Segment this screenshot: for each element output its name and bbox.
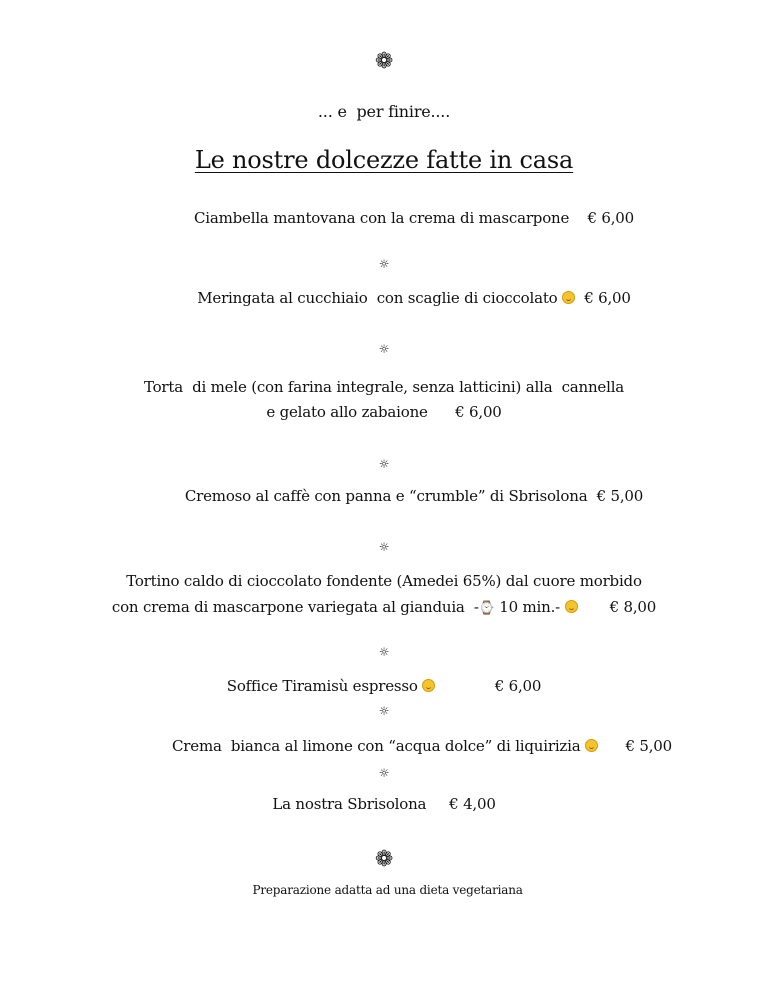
item-price: € 6,00: [494, 677, 542, 695]
flower-ornament-icon: ❁: [374, 49, 394, 74]
menu-item-tiramisu: [0, 676, 768, 697]
menu-item-ciambella: [30, 208, 768, 229]
menu-item-meringata: [30, 288, 768, 309]
sun-separator-icon: ☼: [378, 342, 390, 356]
item-text: Soffice Tiramisù espresso: [226, 677, 423, 695]
intro-text: ... e per finire....: [317, 102, 451, 121]
flower-ornament-icon: ❁: [374, 847, 394, 872]
item-price: € 6,00: [455, 403, 502, 421]
menu-item-sbrisolona: [0, 794, 768, 814]
item-text: La nostra Sbrisolona: [272, 795, 427, 813]
item-text: Meringata al cucchiaio con scaglie di cioccolato: [197, 289, 563, 307]
sun-separator-icon: ☼: [378, 257, 390, 271]
menu-item-tortino-line2: [0, 597, 768, 619]
item-price: € 5,00: [625, 737, 672, 755]
item-price: € 4,00: [449, 795, 496, 813]
prep-time: 10 min.-: [494, 598, 565, 616]
smiley-icon: [562, 291, 575, 304]
item-text: Cremoso al caffè con panna e “crumble” di Sbrisolona: [184, 487, 593, 505]
item-price: € 6,00: [587, 209, 634, 227]
item-price: € 6,00: [584, 289, 631, 307]
clock-icon: ⌚: [478, 601, 495, 616]
item-price: € 8,00: [609, 598, 657, 616]
smiley-icon: [422, 679, 435, 692]
item-text: Crema bianca al limone con “acqua dolce” di liquirizia: [172, 737, 586, 755]
item-price: € 5,00: [596, 487, 644, 505]
sun-separator-icon: ☼: [378, 457, 390, 471]
sun-separator-icon: ☼: [378, 540, 390, 554]
sun-separator-icon: ☼: [378, 704, 390, 718]
item-text: con crema di mascarpone variegata al gianduia -: [111, 598, 479, 616]
menu-item-cremoso: [30, 486, 768, 507]
item-text: Ciambella mantovana con la crema di mascarpone: [194, 209, 574, 227]
menu-item-torta-line1: Torta di mele (con farina integrale, senza latticini) alla cannella: [143, 378, 625, 396]
item-text: e gelato allo zabaione: [266, 403, 433, 421]
menu-item-tortino-line1: Tortino caldo di cioccolato fondente (Amedei 65%) dal cuore morbido: [126, 572, 642, 590]
sun-separator-icon: ☼: [378, 645, 390, 659]
legend-text: Preparazione adatta ad una dieta vegetariana: [252, 883, 523, 897]
menu-item-crema-limone: [38, 736, 768, 757]
smiley-icon: [565, 600, 578, 613]
sun-separator-icon: ☼: [378, 766, 390, 780]
smiley-icon: [585, 739, 598, 752]
menu-item-torta-line2: [0, 402, 768, 423]
page-title: Le nostre dolcezze fatte in casa: [194, 146, 574, 174]
legend: [0, 880, 768, 900]
